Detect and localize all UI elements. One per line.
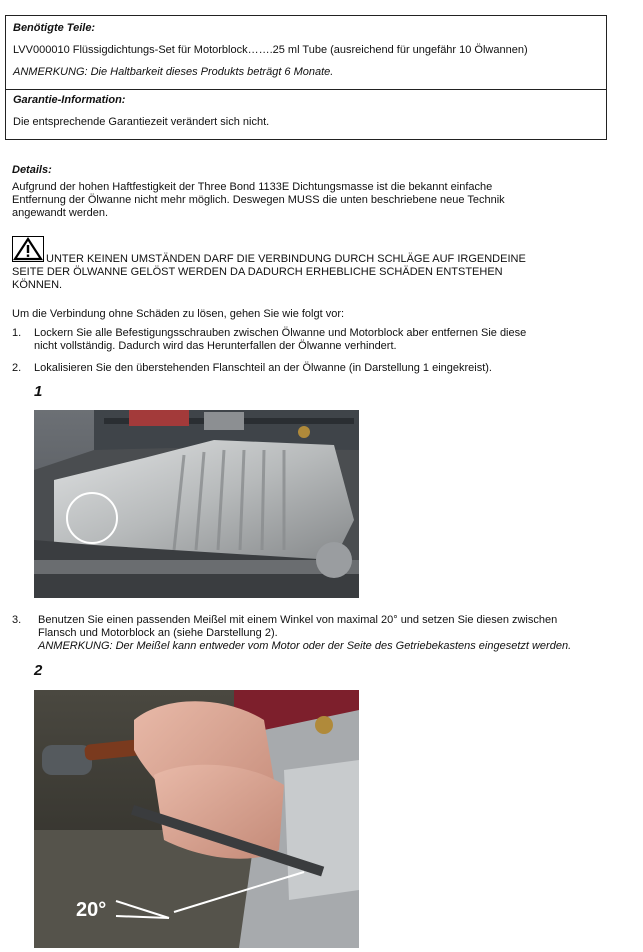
warning-line-text: UNTER KEINEN UMSTÄNDEN DARF DIE VERBINDUNG DURCH SCHLÄGE AUF IRGENDEINE <box>46 253 526 265</box>
step-text <box>38 614 638 653</box>
step-line: Lokalisieren Sie den überstehenden Flanschteil an der Ölwanne (in Darstellung 1 eingekreist). <box>34 362 492 374</box>
parts-heading: Benötigte Teile: <box>13 22 96 34</box>
details-line: angewandt werden. <box>12 207 109 219</box>
parts-item: LVV000010 Flüssigdichtungs-Set für Motorblock…….25 ml Tube (ausreichend für ungefähr 10 Ölwannen) <box>13 44 528 56</box>
angle-label: 20° <box>76 899 107 921</box>
warning-line: SEITE DER ÖLWANNE GELÖST WERDEN DA DADURCH ERHEBLICHE SCHÄDEN ENTSTEHEN <box>12 266 503 278</box>
details-line: Aufgrund der hohen Haftfestigkeit der Three Bond 1133E Dichtungsmasse ist die bekannt einfache <box>12 181 493 193</box>
parts-note: ANMERKUNG: Die Haltbarkeit dieses Produkts beträgt 6 Monate. <box>13 66 334 78</box>
warning-line <box>12 253 612 266</box>
figure-label: 1 <box>34 383 43 400</box>
step-text <box>34 327 604 353</box>
warning-text <box>12 253 612 292</box>
parts-section <box>6 16 606 89</box>
warranty-section <box>6 89 606 139</box>
step-note: ANMERKUNG: Der Meißel kann entweder vom Motor oder der Seite des Getriebekastens eingesetzt werden. <box>38 640 572 652</box>
step-text <box>34 362 604 375</box>
procedure-intro: Um die Verbindung ohne Schäden zu lösen, gehen Sie wie folgt vor: <box>12 308 345 320</box>
step-line: Benutzen Sie einen passenden Meißel mit einem Winkel von maximal 20° und setzen Sie diesen zwischen <box>38 614 558 626</box>
details-line: Entfernung der Ölwanne nicht mehr möglich. Deswegen MUSS die unten beschriebene neue Technik <box>12 194 505 206</box>
details-text <box>12 181 612 220</box>
step-line: Flansch und Motorblock an (siehe Darstellung 2). <box>38 627 278 639</box>
step-line: nicht vollständig. Dadurch wird das Herunterfallen der Ölwanne verhindert. <box>34 340 397 352</box>
warranty-text: Die entsprechende Garantiezeit verändert sich nicht. <box>13 116 270 128</box>
step-number: 2. <box>12 362 22 374</box>
figure-1-photo <box>34 410 359 598</box>
step-line: Lockern Sie alle Befestigungsschrauben zwischen Ölwanne und Motorblock aber entfernen Sie diese <box>34 327 527 339</box>
warranty-heading: Garantie-Information: <box>13 94 126 106</box>
figure-2-photo <box>34 690 359 948</box>
chisel-illustration <box>34 690 359 948</box>
oil-pan-illustration <box>34 410 359 598</box>
step-number: 1. <box>12 327 22 339</box>
details-heading: Details: <box>12 164 52 176</box>
warning-line: KÖNNEN. <box>12 279 63 291</box>
figure-label: 2 <box>34 662 43 679</box>
step-number: 3. <box>12 614 22 626</box>
parts-info-box <box>5 15 607 140</box>
